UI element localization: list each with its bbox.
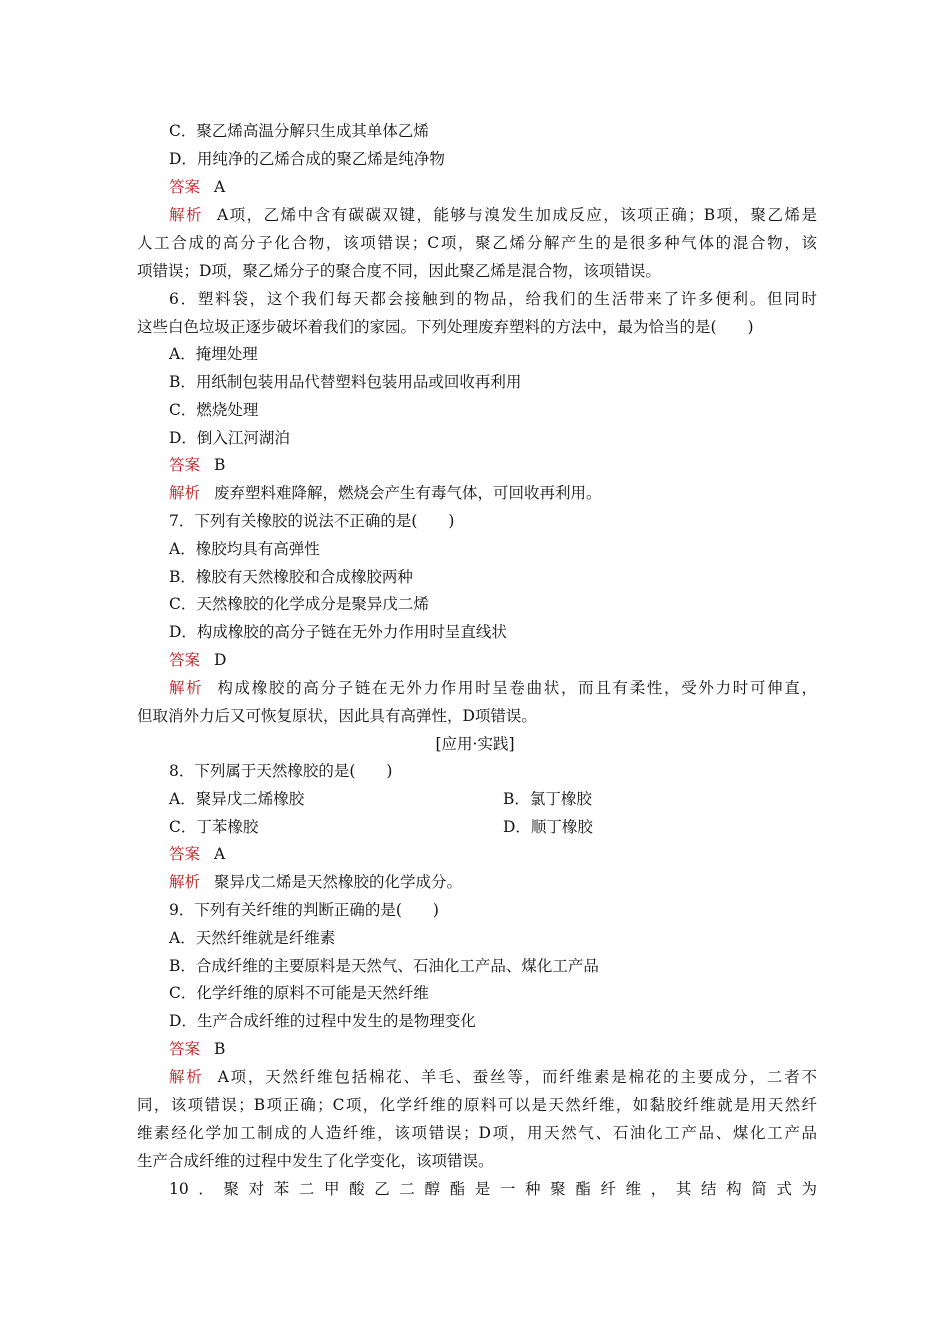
q7-analysis-line-2: 但取消外力后又可恢复原状，因此具有高弹性，D项错误。	[137, 707, 537, 725]
q5-option-c: C．聚乙烯高温分解只生成其单体乙烯	[169, 122, 429, 140]
q8-option-c: C．丁苯橡胶	[169, 818, 259, 836]
q9-option-a: A．天然纤维就是纤维素	[169, 929, 336, 947]
q9-stem: 9．下列有关纤维的判断正确的是( )	[169, 901, 439, 919]
q8-option-b: B．氯丁橡胶	[503, 790, 592, 808]
analysis-text: 构成橡胶的高分子链在无外力作用时呈卷曲状，而且有柔性，受外力时可伸直，	[217, 679, 817, 697]
analysis-label: 解析	[169, 873, 201, 891]
q5-analysis-line-2: 人工合成的高分子化合物，该项错误；C项，聚乙烯分解产生的是很多种气体的混合物，该	[137, 234, 817, 252]
q9-analysis-line-1	[169, 1066, 817, 1088]
analysis-text: A项，天然纤维包括棉花、羊毛、蚕丝等，而纤维素是棉花的主要成分，二者不	[217, 1068, 817, 1086]
analysis-label: 解析	[169, 206, 203, 224]
q7-option-c: C．天然橡胶的化学成分是聚异戊二烯	[169, 595, 429, 613]
q6-option-c: C．燃烧处理	[169, 401, 259, 419]
q9-answer-line	[169, 1038, 849, 1060]
q9-analysis-line-4: 生产合成纤维的过程中发生了化学变化，该项错误。	[137, 1152, 494, 1170]
q6-answer-line	[169, 454, 849, 476]
q9-analysis-line-3: 维素经化学加工制成的人造纤维，该项错误；D项，用天然气、石油化工产品、煤化工产品	[137, 1124, 817, 1142]
q10-stem-line-1: 10．聚对苯二甲酸乙二醇酯是一种聚酯纤维，其结构简式为	[169, 1180, 817, 1198]
answer-value: D	[214, 651, 227, 669]
q6-option-d: D．倒入江河湖泊	[169, 429, 290, 447]
q7-answer-line	[169, 649, 849, 671]
q8-answer-line	[169, 843, 849, 865]
analysis-label: 解析	[169, 679, 204, 697]
q6-stem-line-1: 6．塑料袋，这个我们每天都会接触到的物品，给我们的生活带来了许多便利。但同时	[169, 290, 817, 308]
answer-label: 答案	[169, 845, 201, 863]
q8-option-d: D．顺丁橡胶	[503, 818, 593, 836]
analysis-text: 聚异戊二烯是天然橡胶的化学成分。	[214, 873, 463, 891]
q6-option-b: B．用纸制包装用品代替塑料包装用品或回收再利用	[169, 373, 522, 391]
analysis-text: 废弃塑料难降解，燃烧会产生有毒气体，可回收再利用。	[214, 484, 602, 502]
q9-option-c: C．化学纤维的原料不可能是天然纤维	[169, 984, 429, 1002]
answer-label: 答案	[169, 178, 201, 196]
analysis-text: A项，乙烯中含有碳碳双键，能够与溴发生加成反应，该项正确；B项，聚乙烯是	[216, 206, 817, 224]
analysis-label: 解析	[169, 484, 201, 502]
q7-option-a: A．橡胶均具有高弹性	[169, 540, 320, 558]
q6-option-a: A．掩埋处理	[169, 345, 258, 363]
answer-value: B	[214, 456, 226, 474]
q9-option-d: D．生产合成纤维的过程中发生的是物理变化	[169, 1012, 476, 1030]
q8-stem: 8．下列属于天然橡胶的是( )	[169, 762, 393, 780]
q8-analysis-line-1	[169, 871, 849, 893]
answer-value: A	[214, 845, 226, 863]
q5-analysis-line-3: 项错误；D项，聚乙烯分子的聚合度不同，因此聚乙烯是混合物，该项错误。	[137, 262, 661, 280]
q7-stem: 7．下列有关橡胶的说法不正确的是( )	[169, 512, 455, 530]
answer-value: A	[214, 178, 226, 196]
answer-label: 答案	[169, 1040, 201, 1058]
answer-label: 答案	[169, 651, 201, 669]
answer-label: 答案	[169, 456, 201, 474]
q7-option-b: B．橡胶有天然橡胶和合成橡胶两种	[169, 568, 413, 586]
q6-stem-line-2: 这些白色垃圾正逐步破坏着我们的家园。下列处理废弃塑料的方法中，最为恰当的是( )	[137, 318, 754, 336]
q5-option-d: D．用纯净的乙烯合成的聚乙烯是纯净物	[169, 150, 445, 168]
q5-analysis-line-1	[169, 204, 817, 226]
q6-analysis-line-1	[169, 482, 849, 504]
analysis-label: 解析	[169, 1068, 204, 1086]
q5-answer-line	[169, 176, 849, 198]
answer-value: B	[214, 1040, 226, 1058]
q9-option-b: B．合成纤维的主要原料是天然气、石油化工产品、煤化工产品	[169, 957, 599, 975]
section-title: [应用·实践]	[435, 735, 515, 753]
q7-option-d: D．构成橡胶的高分子链在无外力作用时呈直线状	[169, 623, 507, 641]
q8-option-a: A．聚异戊二烯橡胶	[169, 790, 305, 808]
q9-analysis-line-2: 同，该项错误；B项正确；C项，化学纤维的原料可以是天然纤维，如黏胶纤维就是用天然纤	[137, 1096, 817, 1114]
q7-analysis-line-1	[169, 677, 817, 699]
